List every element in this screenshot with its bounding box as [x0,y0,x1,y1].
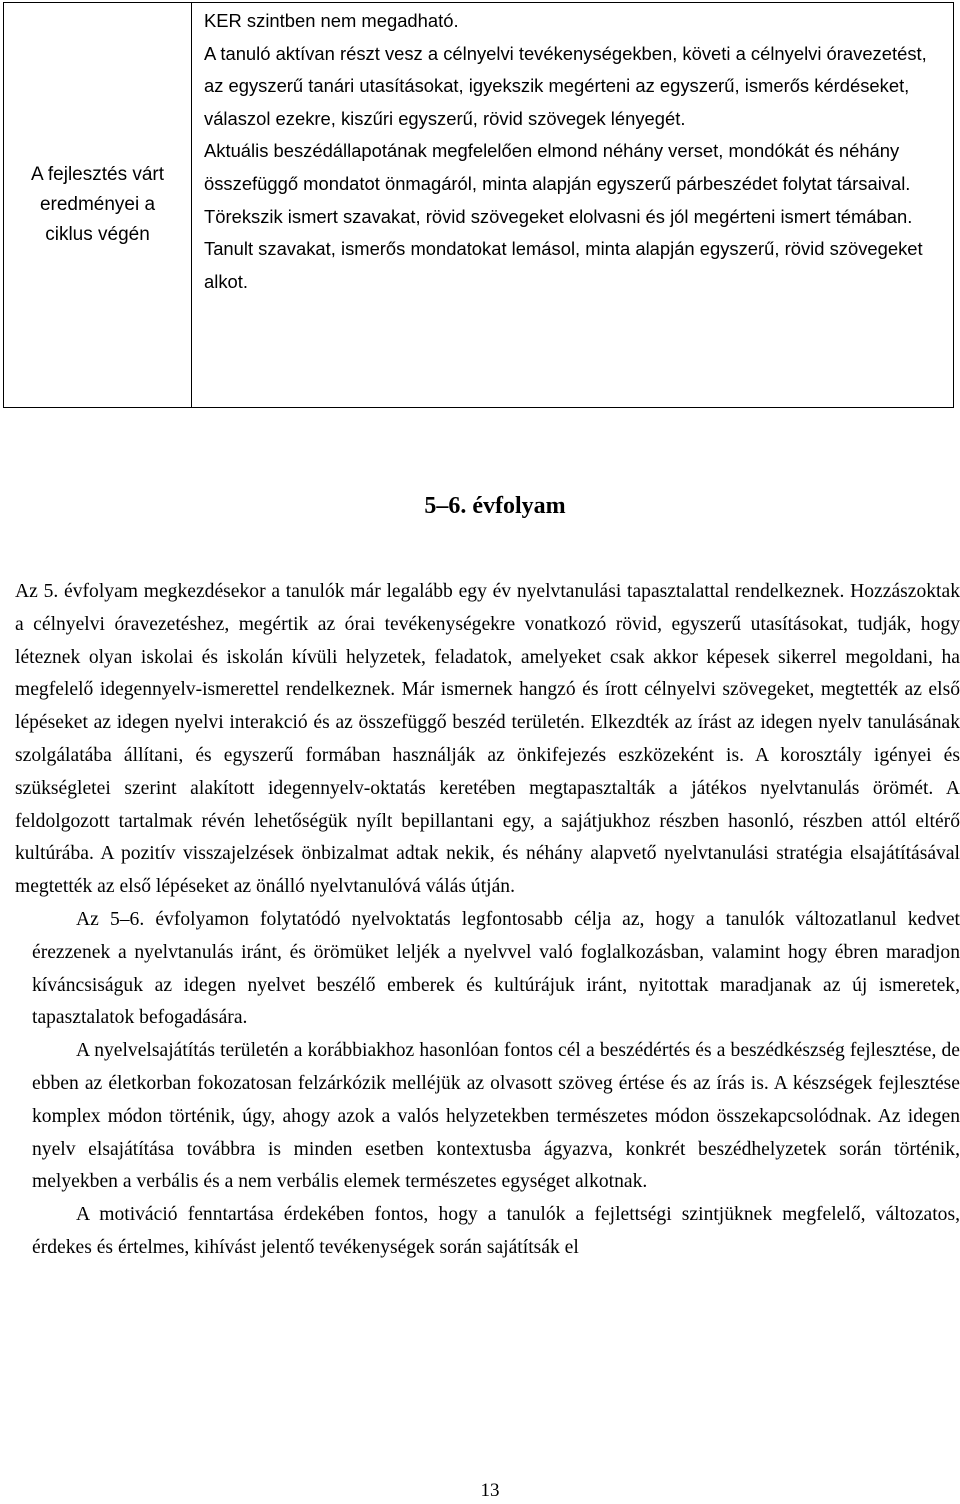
outcome-line: A tanuló aktívan részt vesz a célnyelvi tevékenységekben, követi a célnyelvi óravezetést, az egyszerű tanári utasításokat, igyekszik megérteni az egyszerű, ismerős kérdéseket, válaszol ezekre, kiszűri egyszerű, rövid szövegek lényegét. [204,42,927,129]
outcome-line: Törekszik ismert szavakat, rövid szövegeket elolvasni és jól megérteni ismert témában. [204,205,913,227]
outcomes-label: A fejlesztés várt eredményei a ciklus végén [30,164,165,245]
outcome-line: Aktuális beszédállapotának megfelelően elmond néhány verset, mondókát és néhány összefüggő mondatot önmagáról, minta alapján egyszerű párbeszédet folytat társaival. [204,140,911,194]
body-text [15,576,960,1265]
paragraph: Az 5–6. évfolyamon folytatódó nyelvoktatás legfontosabb célja az, hogy a tanulók változatlanul kedvet érezzenek a nyelvtanulás iránt, és örömüket leljék a nyelvvel való foglalkozásban, valamint hogy ébren maradjon kíváncsiságuk az idegen nyelvet beszélő emberek és kultúrájuk iránt, nyitottak maradjanak az új ismeretek, tapasztalatok befogadására. [32,908,960,1029]
page-number: 13 [480,1480,500,1501]
outcomes-table [3,2,954,408]
outcome-line: KER szintben nem megadható. [204,10,459,31]
paragraph: A motiváció fenntartása érdekében fontos, hogy a tanulók a fejlettségi szintjüknek megfelelő, változatos, érdekes és értelmes, kihívást jelentő tevékenységek során sajátítsák el [32,1204,960,1258]
outcomes-row [4,3,954,408]
paragraph: A nyelvelsajátítás területén a korábbiakhoz hasonlóan fontos cél a beszédértés és a beszédkészség fejlesztése, de ebben az életkorban fokozatosan felzárkózik melléjük az olvasott szöveg értése és az írás is. A készségek fejlesztése komplex módon történik, úgy, ahogy azok a valós helyzetekben természetes módon összekapcsolódnak. Az idegen nyelv elsajátítása továbbra is minden esetben kontextusba ágyazva, konkrét beszédhelyzetek során történik, melyekben a verbális és a nem verbális elemek természetes egységet alkotnak. [32,1040,960,1193]
outcomes-content-cell [192,3,954,408]
section-heading: 5–6. évfolyam [424,493,566,519]
paragraph: Az 5. évfolyam megkezdésekor a tanulók már legalább egy év nyelvtanulási tapasztalattal rendelkeznek. Hozzászoktak a célnyelvi óravezetéshez, megértik az órai tevékenységekre vonatkozó rövid, egyszerű utasításokat, tudják, hogy léteznek olyan iskolai és iskolán kívüli helyzetek, feladatok, amelyeket csak akkor képesek sikerrel megoldani, ha megfelelő idegennyelv-ismerettel rendelkeznek. Már ismernek hangzó és írott célnyelvi szövegeket, megtették az első lépéseket az idegen nyelvi interakció és az összefüggő beszéd területén. Elkezdték az írást az idegen nyelv tanulásának szolgálatába állítani, és egyszerű formában használják az önkifejezés eszközeként is. A korosztály igényei és szükségletei szerint alakított idegennyelv-oktatás keretében megtapasztalták a játékos nyelvtanulás örömét. A feldolgozott tartalmak révén lehetőségük nyílt bepillantani egy, a sajátjukhoz részben hasonló, részben attól eltérő kultúrába. A pozitív visszajelzések önbizalmat adtak nekik, és néhány alapvető nyelvtanulási stratégia elsajátításával megtették az első lépéseket az önálló nyelvtanulóvá válás útján. [15,581,960,898]
outcome-line: Tanult szavakat, ismerős mondatokat lemásol, minta alapján egyszerű, rövid szövegeket alkot. [204,238,923,292]
outcomes-label-cell [4,3,192,408]
